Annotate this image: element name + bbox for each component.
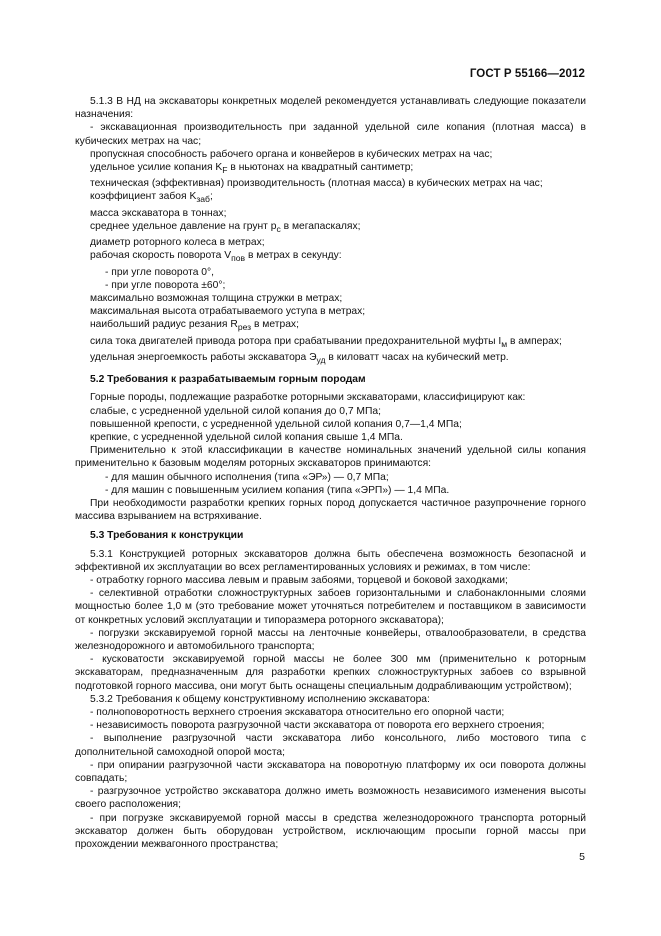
list-item: - для машин с повышенным усилием копания (типа «ЭРП») — 1,4 МПа.	[105, 484, 450, 496]
list-item: сила тока двигателей привода ротора при срабатывании предохранительной муфты $I_м$ в амперах;	[90, 335, 562, 349]
list-item: - селективной отработки сложноструктурных забоев горизонтальными и слабонаклонными слоями мощностью более 1,0 м (это требование может уточняться потребителем и поставщиком в зависимости от конкретных условий эксплуатации и типоразмера роторного экскаватора);	[75, 588, 586, 626]
paragraph: При необходимости разработки крепких горных пород допускается частичное разупрочнение горного массива взрыванием на встряхивание.	[75, 498, 586, 523]
list-item: среднее удельное давление на грунт $p_c$ в мегапаскалях;	[90, 220, 361, 234]
page-number: 5	[579, 851, 585, 863]
list-item: коэффициент забоя $K_{заб}$;	[90, 191, 213, 205]
list-item: максимальная высота отрабатываемого уступа в метрах;	[90, 306, 366, 318]
section-heading-5-3: 5.3 Требования к конструкции	[90, 530, 244, 542]
list-item: техническая (эффективная) производительность (плотная масса) в кубических метрах на час;	[90, 178, 543, 190]
list-item: - при погрузке экскавируемой горной массы в средства железнодорожного транспорта роторный экскаватор должен быть оборудован устройством, исключающим просыпи горной массы при прохождении межвагонного пространства;	[75, 812, 586, 851]
list-item: - отработку горного массива левым и правым забоями, торцевой и боковой заходками;	[90, 575, 508, 587]
list-item: - кусковатости экскавируемой горной массы не более 300 мм (применительно к роторным экскаваторам, предназначенным для разработки крепких сложноструктурных забоев со взрывной подготовкой горного массива, они могут быть оснащены специальным додрабливающим устройством);	[75, 654, 586, 692]
list-item: крепкие, с усредненной удельной силой копания свыше 1,4 МПа.	[90, 432, 403, 443]
list-item: рабочая скорость поворота $V_{пов}$ в метрах в секунду:	[90, 250, 342, 264]
list-item: - при угле поворота 0°,	[105, 266, 214, 278]
list-item: максимально возможная толщина стружки в метрах;	[90, 293, 343, 305]
paragraph: Горные породы, подлежащие разработке роторными экскаваторами, классифицируют как:	[90, 392, 526, 404]
list-item: - экскавационная производительность при заданной удельной силе копания (плотная масса) в кубических метрах на час;	[75, 122, 586, 147]
list-item: - при угле поворота ±60°;	[105, 279, 226, 291]
list-item: масса экскаватора в тоннах;	[90, 207, 227, 219]
section-heading-5-2: 5.2 Требования к разрабатываемым горным породам	[90, 374, 366, 386]
paragraph-5-1-3: 5.1.3 В НД на экскаваторы конкретных моделей рекомендуется устанавливать следующие показатели назначения:	[75, 96, 586, 121]
document-body	[75, 95, 586, 851]
document-header: ГОСТ Р 55166—2012	[469, 68, 585, 80]
list-item: - выполнение разгрузочной части экскаватора либо консольного, либо мостового типа с дополнительной самоходной опорой моста;	[75, 733, 586, 758]
list-item: - при опирании разгрузочной части экскаватора на поворотную платформу их оси поворота должны совпадать;	[75, 759, 586, 785]
list-item: пропускная способность рабочего органа и конвейеров в кубических метрах на час;	[90, 148, 493, 160]
list-item: - для машин обычного исполнения (типа «ЭР») — 0,7 МПа;	[105, 471, 389, 483]
list-item: наибольший радиус резания $R_{рез}$ в метрах;	[90, 319, 299, 333]
list-item: - разгрузочное устройство экскаватора должно иметь возможность независимого изменения высоты своего расположения;	[75, 786, 586, 811]
list-item: удельное усилие копания $K_F$ в ньютонах на квадратный сантиметр;	[90, 162, 414, 176]
list-item: - полноповоротность верхнего строения экскаватора относительно его опорной части;	[90, 707, 505, 719]
list-item: слабые, с усредненной удельной силой копания до 0,7 МПа;	[90, 405, 382, 417]
list-item: удельная энергоемкость работы экскаватора $Э_{уд}$ в киловатт часах на кубический метр.	[90, 351, 509, 365]
list-item: - погрузки экскавируемой горной массы на ленточные конвейеры, отвалообразователи, в средства железнодорожного и автомобильного транспорта;	[75, 627, 586, 653]
paragraph-5-3-2: 5.3.2 Требования к общему конструктивному исполнению экскаватора:	[90, 693, 430, 705]
paragraph-5-3-1: 5.3.1 Конструкцией роторных экскаваторов должна быть обеспечена возможность безопасной и эффективной их эксплуатации во всех регламентированных условиях и режимах, в том числе:	[75, 548, 586, 573]
list-item: повышенной крепости, с усредненной удельной силой копания 0,7—1,4 МПа;	[90, 418, 462, 430]
list-item: диаметр роторного колеса в метрах;	[90, 237, 265, 249]
paragraph: Применительно к этой классификации в качестве номинальных значений удельной силы копания применительно к базовым моделям роторных экскаваторов принимаются:	[75, 445, 586, 470]
list-item: - независимость поворота разгрузочной части экскаватора от поворота его верхнего строения;	[90, 720, 545, 732]
